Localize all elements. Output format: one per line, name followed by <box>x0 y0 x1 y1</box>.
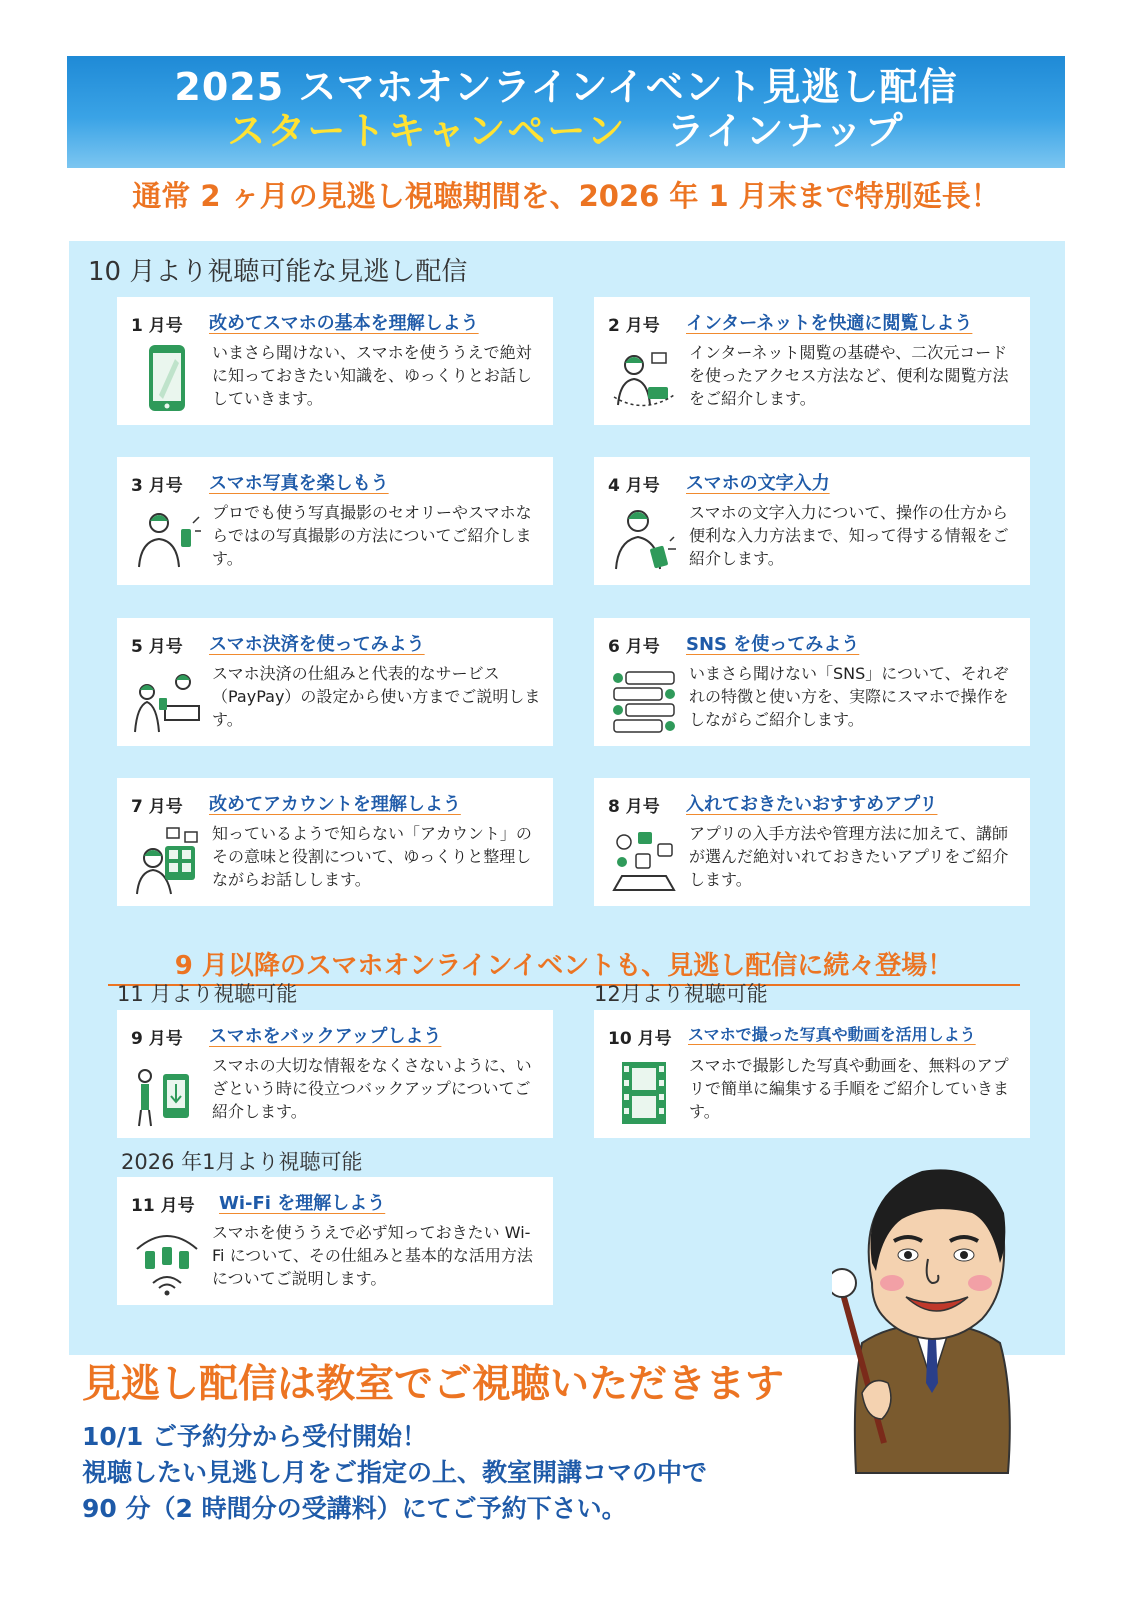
episode-title[interactable]: Wi-Fi を理解しよう <box>219 1193 386 1214</box>
backup-person-icon <box>131 1054 203 1130</box>
extension-notice: 通常 2 ヶ月の見逃し視聴期間を、2026 年 1 月末まで特別延長！ <box>132 179 1000 213</box>
episode-title[interactable]: 入れておきたいおすすめアプリ <box>686 794 938 815</box>
episode-month: 8 月号 <box>608 797 660 817</box>
wifi-icon <box>131 1221 203 1297</box>
episode-description: インターネット閲覧の基礎や、二次元コードを使ったアクセス方法など、便利な閲覧方法をご紹介します。 <box>689 343 1009 408</box>
episode-card-may[interactable] <box>117 618 553 746</box>
sns-chat-icon <box>608 662 680 738</box>
viewing-location-headline: 見逃し配信は教室でご視聴いただきます <box>82 1362 785 1407</box>
film-icon <box>608 1054 680 1130</box>
episode-title[interactable]: 改めてアカウントを理解しよう <box>209 794 461 815</box>
banner-title: 2025 スマホオンラインイベント見逃し配信 <box>174 65 958 109</box>
campaign-label: スタートキャンペーン <box>227 109 627 153</box>
title-banner <box>67 56 1065 168</box>
section-title-january: 2026 年1月より視聴可能 <box>121 1150 363 1174</box>
episode-card-nov[interactable] <box>117 1177 553 1305</box>
episode-month: 7 月号 <box>131 797 183 817</box>
reservation-instruction-2: 90 分（2 時間分の受講料）にてご予約下さい。 <box>82 1494 627 1523</box>
episode-card-jun[interactable] <box>594 618 1030 746</box>
episode-month: 9 月号 <box>131 1029 183 1049</box>
episode-title[interactable]: スマホで撮った写真や動画を活用しよう <box>688 1025 976 1044</box>
episode-month: 2 月号 <box>608 316 660 336</box>
episode-month: 1 月号 <box>131 316 183 336</box>
episode-title[interactable]: スマホ決済を使ってみよう <box>209 634 425 655</box>
browsing-person-icon <box>608 341 680 417</box>
episode-month: 11 月号 <box>131 1196 195 1216</box>
episode-description: いまさら聞けない、スマホを使ううえで絶対に知っておきたい知識を、ゆっくりとお話ししていきます。 <box>212 343 532 408</box>
section-title-october: 10 月より視聴可能な見逃し配信 <box>88 257 468 287</box>
episode-month: 6 月号 <box>608 637 660 657</box>
episode-description: スマホの文字入力について、操作の仕方から便利な入力方法まで、知って得する情報をご紹介します。 <box>689 503 1009 568</box>
episode-month: 5 月号 <box>131 637 183 657</box>
episode-card-feb[interactable] <box>594 297 1030 425</box>
episode-description: 知っているようで知らない「アカウント」のその意味と役割について、ゆっくりと整理しながらお話しします。 <box>212 824 532 889</box>
episode-title[interactable]: スマホをバックアップしよう <box>209 1026 442 1047</box>
later-episodes-heading: 9 月以降のスマホオンラインイベントも、見逃し配信に続々登場！ <box>108 948 1020 986</box>
typing-person-icon <box>608 501 680 577</box>
section-title-december: 12月より視聴可能 <box>594 982 768 1006</box>
episode-description: スマホの大切な情報をなくさないように、いざという時に役立つバックアップについてご紹介します。 <box>212 1056 532 1121</box>
episode-description: プロでも使う写真撮影のセオリーやスマホならではの写真撮影の方法についてご紹介します。 <box>212 503 532 568</box>
payment-icon <box>131 662 203 738</box>
episode-card-jul[interactable] <box>117 778 553 906</box>
episode-title[interactable]: スマホ写真を楽しもう <box>209 473 389 494</box>
episode-month: 4 月号 <box>608 476 660 496</box>
episode-card-sep[interactable] <box>117 1010 553 1138</box>
episode-title[interactable]: インターネットを快適に閲覧しよう <box>686 313 973 334</box>
reservation-instruction-1: 視聴したい見逃し月をご指定の上、教室開講コマの中で <box>82 1458 708 1487</box>
episode-card-mar[interactable] <box>117 457 553 585</box>
account-person-icon <box>131 822 203 898</box>
apps-tablet-icon <box>608 822 680 898</box>
episode-month: 3 月号 <box>131 476 183 496</box>
banner-subtitle <box>67 108 1065 154</box>
episode-title[interactable]: 改めてスマホの基本を理解しよう <box>209 313 479 334</box>
episode-card-jan[interactable] <box>117 297 553 425</box>
episode-description: いまさら聞けない「SNS」について、それぞれの特徴と使い方を、実際にスマホで操作をしながらご紹介します。 <box>689 664 1009 729</box>
instructor-mascot-icon <box>832 1143 1032 1493</box>
episode-description: スマホで撮影した写真や動画を、無料のアプリで簡単に編集する手順をご紹介していきます。 <box>689 1056 1010 1121</box>
episode-title[interactable]: スマホの文字入力 <box>686 473 830 494</box>
smartphone-icon <box>131 341 203 417</box>
photo-person-icon <box>131 501 203 577</box>
section-title-november: 11 月より視聴可能 <box>117 982 298 1006</box>
episode-description: スマホ決済の仕組みと代表的なサービス（PayPay）の設定から使い方までご説明します。 <box>212 664 541 729</box>
reservation-start-text: 10/1 ご予約分から受付開始！ <box>82 1422 428 1451</box>
episode-card-aug[interactable] <box>594 778 1030 906</box>
episode-description: スマホを使ううえで必ず知っておきたい Wi-Fi について、その仕組みと基本的な活用方法についてご説明します。 <box>212 1223 533 1288</box>
episode-title[interactable]: SNS を使ってみよう <box>686 634 860 655</box>
episode-card-oct[interactable] <box>594 1010 1030 1138</box>
episode-card-apr[interactable] <box>594 457 1030 585</box>
episode-month: 10 月号 <box>608 1029 672 1049</box>
episode-description: アプリの入手方法や管理方法に加えて、講師が選んだ絶対いれておきたいアプリをご紹介します。 <box>689 824 1009 889</box>
lineup-label: ラインナップ <box>666 109 905 153</box>
